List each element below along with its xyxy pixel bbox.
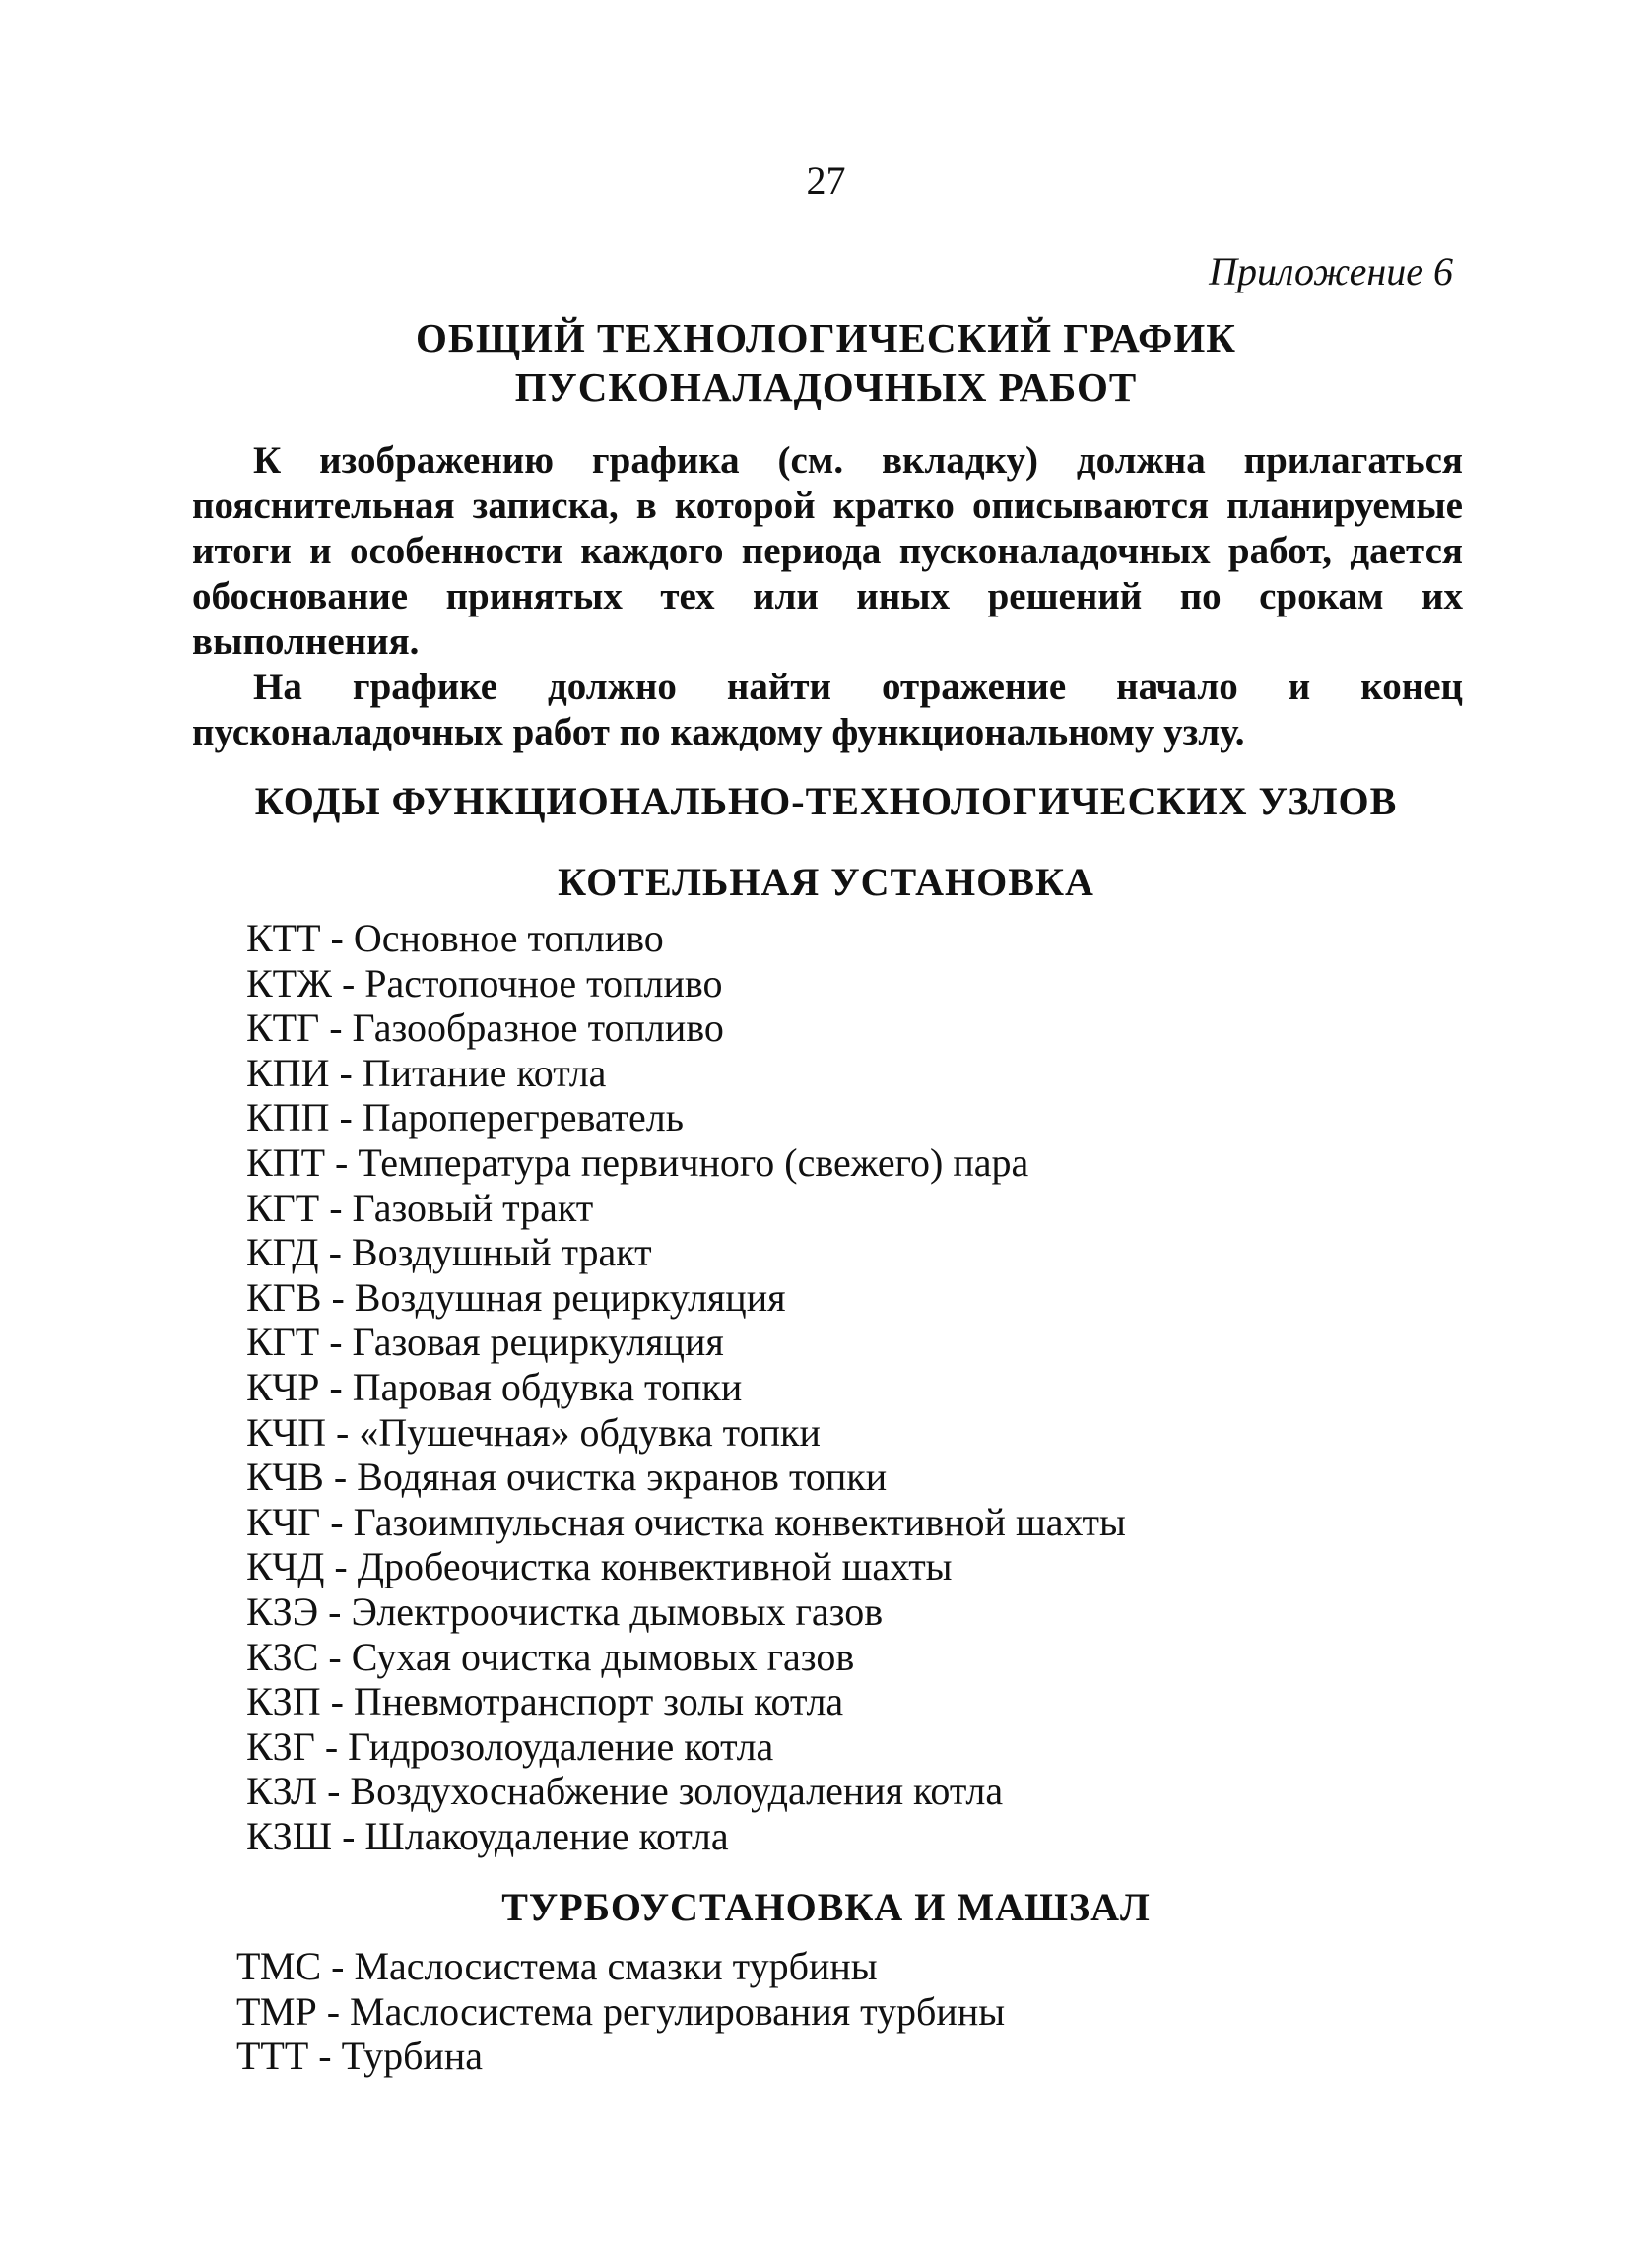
turbine-code-list bbox=[236, 1944, 1005, 2079]
list-item: КГТ - Газовый тракт bbox=[246, 1185, 594, 1230]
list-item: КПТ - Температура первичного (свежего) пара bbox=[246, 1139, 1029, 1185]
page-number: 27 bbox=[806, 159, 846, 203]
list-item: КЗШ - Шлакоудаление котла bbox=[246, 1813, 729, 1858]
boiler-heading: КОТЕЛЬНАЯ УСТАНОВКА bbox=[558, 860, 1094, 904]
appendix-label: Приложение 6 bbox=[1209, 249, 1453, 293]
list-item: КТТ - Основное топливо bbox=[246, 916, 664, 960]
list-item: КЧГ - Газоимпульсная очистка конвективной шахты bbox=[246, 1499, 1126, 1544]
paragraph-1: К изображению графика (см. вкладку) должна прилагаться пояснительная записка, в которой кратко описываются планируемые итоги и особенности каждого периода пусконаладочных работ, дается обоснование принятых тех или иных решений по срокам их выполнения. bbox=[192, 439, 1463, 663]
list-item: ТТТ - Турбина bbox=[236, 2034, 483, 2079]
list-item: КПИ - Питание котла bbox=[246, 1050, 607, 1095]
intro-text bbox=[192, 438, 1463, 755]
list-item: КЧП - «Пушечная» обдувка топки bbox=[246, 1409, 821, 1455]
paragraph-2: На графике должно найти отражение начало и конец пусконаладочных работ по каждому функциональному узлу. bbox=[192, 666, 1463, 753]
document-title-line-2: ПУСКОНАЛАДОЧНЫХ РАБОТ bbox=[514, 364, 1138, 410]
list-item: ТМС - Маслосистема смазки турбины bbox=[236, 1944, 878, 1988]
list-item: КЗС - Сухая очистка дымовых газов bbox=[246, 1634, 855, 1679]
list-item: КЗП - Пневмотранспорт золы котла bbox=[246, 1679, 844, 1724]
document-title bbox=[0, 313, 1652, 412]
list-item: КГВ - Воздушная рециркуляция bbox=[246, 1274, 786, 1320]
list-item: КГД - Воздушный тракт bbox=[246, 1230, 652, 1275]
list-item: КГТ - Газовая рециркуляция bbox=[246, 1320, 724, 1365]
boiler-code-list bbox=[246, 916, 1126, 1858]
list-item: КЧД - Дробеочистка конвективной шахты bbox=[246, 1544, 953, 1589]
list-item: КЗГ - Гидрозолоудаление котла bbox=[246, 1723, 774, 1769]
list-item: КТГ - Газообразное топливо bbox=[246, 1005, 724, 1051]
list-item: КЗЛ - Воздухоснабжение золоудаления котла bbox=[246, 1769, 1004, 1814]
list-item: КЗЭ - Электроочистка дымовых газов bbox=[246, 1588, 884, 1634]
list-item: КПП - Пароперегреватель bbox=[246, 1095, 685, 1140]
turbine-heading: ТУРБОУСТАНОВКА И МАШЗАЛ bbox=[501, 1885, 1151, 1929]
list-item: ТМР - Маслосистема регулирования турбины bbox=[236, 1988, 1006, 2034]
list-item: КТЖ - Растопочное топливо bbox=[246, 960, 723, 1005]
document-title-line-1: ОБЩИЙ ТЕХНОЛОГИЧЕСКИЙ ГРАФИК bbox=[415, 315, 1237, 360]
codes-heading: КОДЫ ФУНКЦИОНАЛЬНО-ТЕХНОЛОГИЧЕСКИХ УЗЛОВ bbox=[254, 779, 1398, 823]
list-item: КЧВ - Водяная очистка экранов топки bbox=[246, 1455, 888, 1500]
list-item: КЧР - Паровая обдувка топки bbox=[246, 1364, 743, 1409]
